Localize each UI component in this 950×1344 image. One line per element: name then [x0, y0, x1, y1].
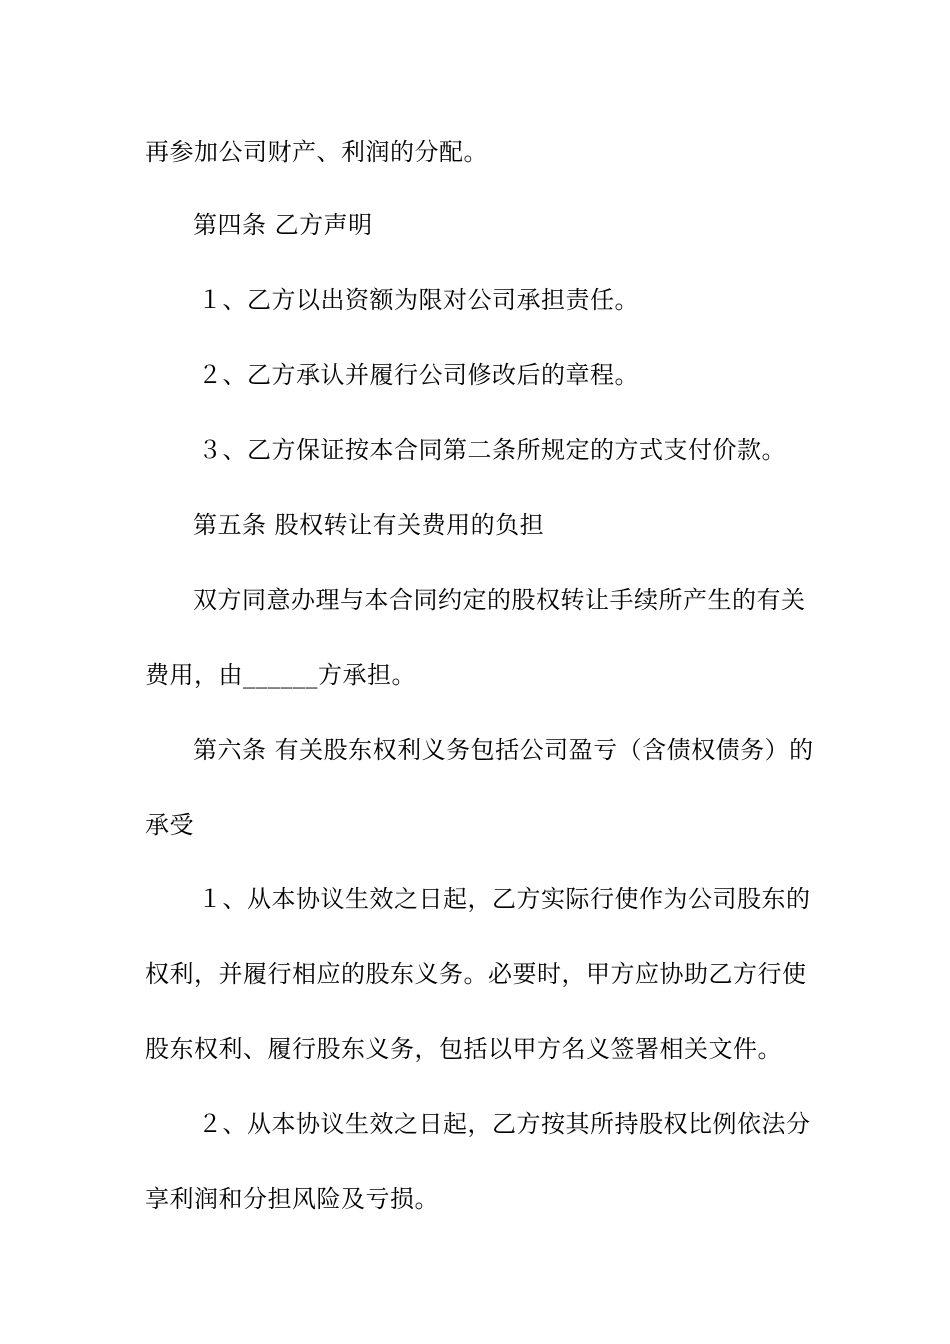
article-6-item-2: ２、从本协议生效之日起，乙方按其所持股权比例依法分 [198, 1110, 811, 1138]
article-6-item-1-cont-1: 权利，并履行相应的股东义务。必要时，甲方应协助乙方行使 [145, 960, 807, 988]
article-5-paragraph: 双方同意办理与本合同约定的股权转让手续所产生的有关 [193, 586, 806, 614]
article-5-heading: 第五条 股权转让有关费用的负担 [193, 511, 545, 539]
article-6-item-2-cont: 享利润和分担风险及亏损。 [145, 1185, 439, 1213]
article-4-item-2: ２、乙方承认并履行公司修改后的章程。 [198, 361, 639, 389]
paragraph-continuation: 再参加公司财产、利润的分配。 [145, 138, 488, 166]
article-6-item-1-cont-2: 股东权利、履行股东义务，包括以甲方名义签署相关文件。 [145, 1035, 782, 1063]
article-6-heading: 第六条 有关股东权利义务包括公司盈亏（含债权债务）的 [193, 736, 814, 764]
article-6-heading-cont: 承受 [145, 811, 194, 839]
article-5-paragraph-cont: 费用，由______方承担。 [145, 661, 416, 689]
article-4-heading: 第四条 乙方声明 [193, 211, 373, 239]
article-6-item-1: １、从本协议生效之日起，乙方实际行使作为公司股东的 [198, 885, 811, 913]
article-4-item-3: ３、乙方保证按本合同第二条所规定的方式支付价款。 [198, 436, 786, 464]
article-4-item-1: １、乙方以出资额为限对公司承担责任。 [198, 286, 639, 314]
